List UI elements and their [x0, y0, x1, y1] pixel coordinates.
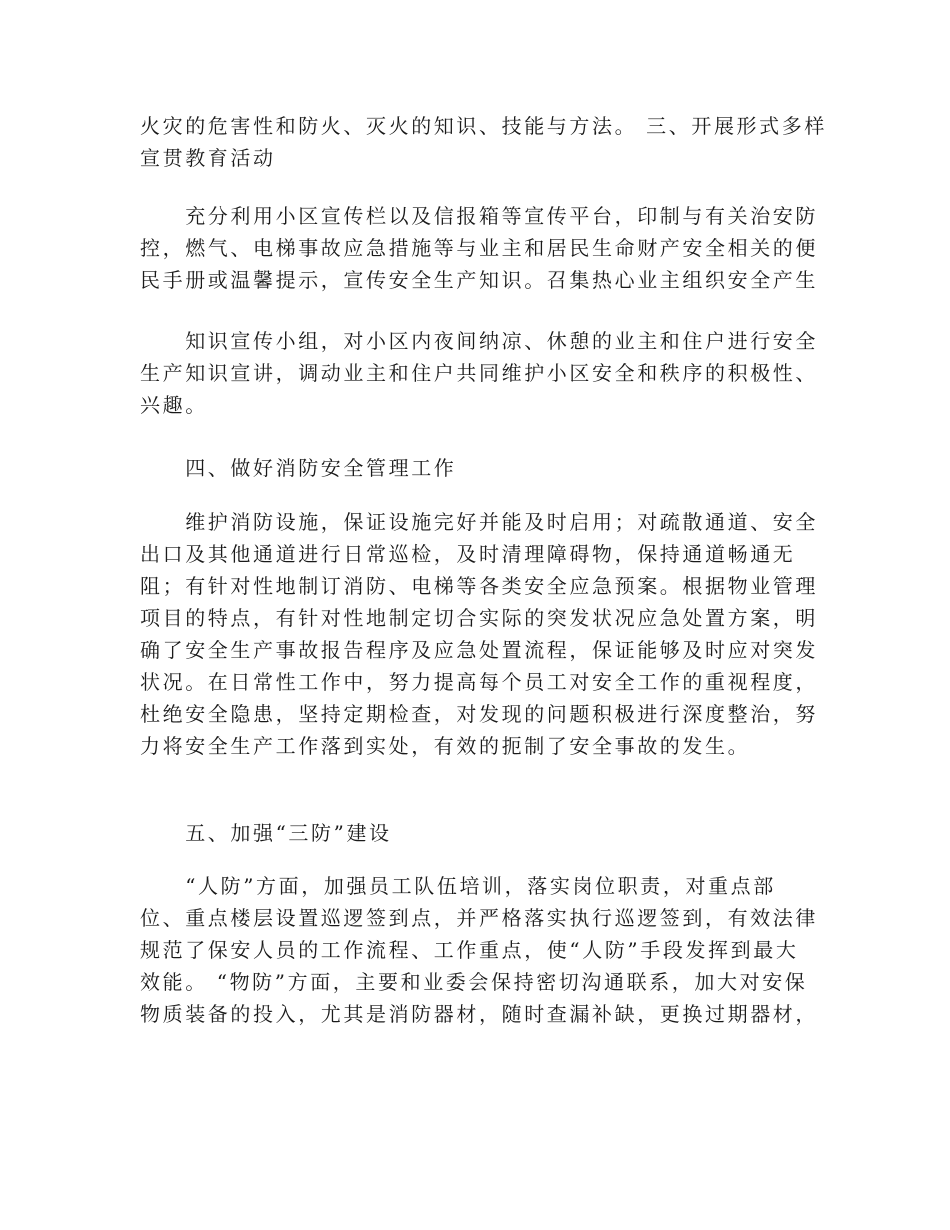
- text-line: 杜绝安全隐患，坚持定期检查，对发现的问题积极进行深度整治，努: [140, 702, 818, 726]
- text-line: 维护消防设施，保证设施完好并能及时启用；对疏散通道、安全: [140, 510, 818, 534]
- heading-line: 四、做好消防安全管理工作: [140, 456, 457, 480]
- paragraph-three-defenses: [140, 870, 818, 1030]
- text-line: 生产知识宣讲，调动业主和住户共同维护小区安全和秩序的积极性、: [140, 361, 818, 385]
- text-line: 知识宣传小组，对小区内夜间纳凉、休憩的业主和住户进行安全: [140, 329, 818, 353]
- paragraph-fire-safety-management: [140, 506, 818, 762]
- text-line: 兴趣。: [140, 393, 208, 417]
- paragraph-publicity-platforms: [140, 200, 818, 296]
- text-line: 出口及其他通道进行日常巡检，及时清理障碍物，保持通道畅通无: [140, 542, 796, 566]
- section-heading-fire-safety: [140, 452, 805, 484]
- text-line: 位、重点楼层设置巡逻签到点，并严格落实执行巡逻签到，有效法律: [140, 906, 818, 930]
- text-line: 力将安全生产工作落到实处，有效的扼制了安全事故的发生。: [140, 734, 751, 758]
- text-line: 项目的特点，有针对性地制定切合实际的突发状况应急处置方案，明: [140, 606, 818, 630]
- text-line: 阻；有针对性地制订消防、电梯等各类安全应急预案。根据物业管理: [140, 574, 818, 598]
- text-line: 民手册或温馨提示，宣传安全生产知识。召集热心业主组织安全产生: [140, 268, 818, 292]
- paragraph-publicity-group: [140, 325, 818, 421]
- text-line: 规范了保安人员的工作流程、工作重点，使“人防”手段发挥到最大: [140, 938, 799, 962]
- section-heading-three-defenses: [140, 817, 805, 849]
- text-line: 物质装备的投入，尤其是消防器材，随时查漏补缺，更换过期器材，: [140, 1002, 818, 1026]
- heading-line: 五、加强“三防”建设: [140, 821, 392, 845]
- text-line: 状况。在日常性工作中，努力提高每个员工对安全工作的重视程度，: [140, 670, 818, 694]
- text-line: 宣贯教育活动: [140, 146, 276, 170]
- text-line: 火灾的危害性和防火、灭火的知识、技能与方法。 三、开展形式多样: [140, 114, 827, 138]
- text-line: 确了安全生产事故报告程序及应急处置流程，保证能够及时应对突发: [140, 638, 818, 662]
- paragraph-fire-knowledge-tail: [140, 110, 827, 174]
- text-line: “人防”方面，加强员工队伍培训，落实岗位职责，对重点部: [140, 874, 776, 898]
- text-line: 效能。 “物防”方面，主要和业委会保持密切沟通联系，加大对安保: [140, 970, 808, 994]
- text-line: 控，燃气、电梯事故应急措施等与业主和居民生命财产安全相关的便: [140, 236, 818, 260]
- text-line: 充分利用小区宣传栏以及信报箱等宣传平台，印制与有关治安防: [140, 204, 818, 228]
